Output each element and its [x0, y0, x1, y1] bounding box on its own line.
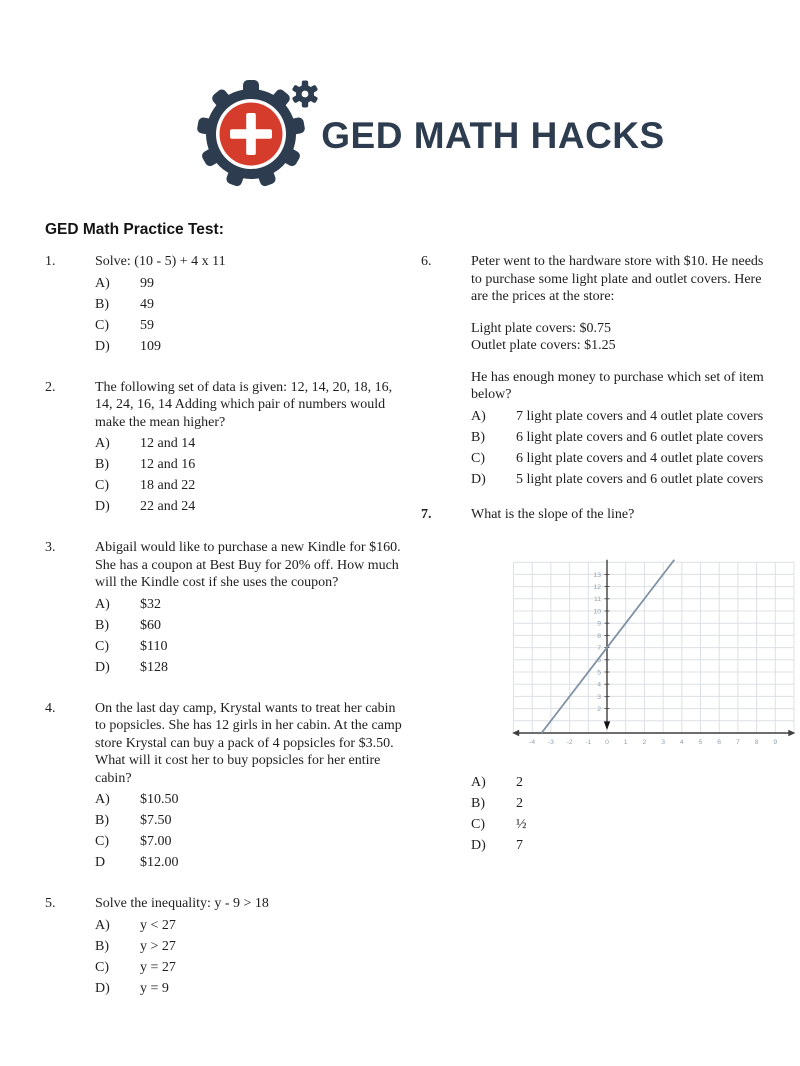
option-text: 59: [140, 317, 154, 333]
graph-container: [499, 551, 800, 756]
option-label: D): [471, 838, 486, 853]
option-text: 12 and 16: [140, 457, 196, 472]
question-text: Solve: (10 - 5) + 4 x 11: [95, 254, 226, 269]
option-row: [95, 454, 403, 475]
svg-text:10: 10: [593, 608, 601, 616]
option-row: [95, 978, 403, 999]
price-line: Outlet plate covers: $1.25: [471, 338, 616, 353]
option-text: 7 light plate covers and 4 outlet plate covers: [516, 408, 764, 424]
svg-text:2: 2: [597, 706, 601, 713]
option-row: [95, 615, 403, 636]
question-text-2: He has enough money to purchase which set of item below?: [471, 369, 764, 402]
option-label: D): [95, 980, 110, 996]
option-row: [95, 957, 403, 978]
option-row: [95, 852, 403, 873]
option-row: [95, 810, 403, 831]
option-label: A): [471, 408, 486, 424]
option-label: C): [471, 817, 485, 832]
slope-line-graph: [499, 551, 800, 751]
option-text: $110: [140, 638, 168, 654]
question-7: [421, 506, 778, 857]
option-label: C): [471, 450, 485, 466]
question-1: [45, 253, 403, 357]
option-label: C): [95, 478, 109, 493]
question-text: Peter went to the hardware store with $10. He needs to purchase some light plate and outlet covers. Here are the prices at the store:: [471, 254, 764, 304]
option-text: $7.00: [140, 834, 172, 849]
logo: [193, 72, 664, 194]
option-text: 18 and 22: [140, 478, 196, 493]
option-label: C): [95, 959, 109, 975]
page-title: GED Math Practice Test:: [45, 221, 224, 238]
option-row: [95, 294, 403, 315]
svg-text:-3: -3: [547, 739, 554, 746]
question-5: [45, 895, 403, 999]
option-row: [95, 273, 403, 294]
options-list: [95, 915, 403, 999]
svg-text:6: 6: [717, 739, 722, 746]
logo-header: [0, 72, 800, 194]
svg-text:6: 6: [597, 657, 601, 665]
test-body: [45, 253, 778, 1021]
option-label: C): [95, 834, 109, 849]
question-number: 4.: [45, 700, 56, 716]
option-text: $12.00: [140, 855, 179, 870]
option-row: [95, 336, 403, 357]
option-label: A): [95, 792, 110, 807]
question-number: 5.: [45, 896, 56, 911]
options-list: [95, 789, 403, 873]
option-label: A): [471, 775, 486, 790]
option-text: $128: [140, 659, 168, 675]
option-label: D): [95, 338, 110, 354]
question-number: 2.: [45, 379, 56, 395]
options-list: [95, 433, 403, 517]
option-label: B): [95, 938, 109, 954]
svg-text:-2: -2: [566, 739, 573, 746]
options-list: [471, 772, 800, 856]
option-text: 49: [140, 296, 154, 312]
option-text: 12 and 14: [140, 436, 196, 451]
svg-text:7: 7: [597, 645, 601, 652]
option-row: [95, 789, 403, 810]
option-text: y = 27: [140, 959, 176, 975]
svg-text:7: 7: [736, 739, 740, 746]
option-text: 99: [140, 275, 154, 291]
question-text: What is the slope of the line?: [471, 506, 635, 522]
option-text: ½: [516, 817, 527, 832]
option-label: C): [95, 317, 109, 333]
option-text: y > 27: [140, 938, 176, 954]
option-label: A): [95, 917, 110, 933]
option-label: D): [95, 659, 110, 675]
option-text: $32: [140, 596, 161, 612]
option-text: 6 light plate covers and 4 outlet plate covers: [516, 450, 764, 466]
question-number: 7.: [421, 506, 432, 522]
option-row: [95, 433, 403, 454]
option-text: y = 9: [140, 980, 169, 996]
svg-text:13: 13: [593, 571, 601, 579]
option-row: [95, 636, 403, 657]
svg-text:9: 9: [773, 739, 778, 746]
question-2: [45, 379, 403, 518]
svg-text:5: 5: [597, 669, 601, 677]
question-text: Abigail would like to purchase a new Kindle for $160. She has a coupon at Best Buy for 20% off. How much will the Kindle cost if she uses the coupon?: [95, 540, 401, 590]
question-3: [45, 539, 403, 678]
option-label: C): [95, 638, 109, 654]
svg-text:12: 12: [593, 584, 601, 591]
svg-text:-4: -4: [529, 739, 536, 746]
option-row: [95, 915, 403, 936]
option-row: [471, 772, 800, 793]
brand-name: GED MATH HACKS: [321, 115, 665, 156]
svg-text:4: 4: [679, 739, 684, 746]
option-row: [471, 793, 800, 814]
option-row: [471, 427, 773, 448]
option-text: $10.50: [140, 792, 179, 807]
option-label: B): [471, 429, 485, 445]
option-label: B): [95, 457, 109, 472]
option-label: B): [95, 813, 109, 828]
option-text: $60: [140, 617, 161, 633]
option-label: B): [471, 796, 485, 811]
options-list: [471, 406, 773, 490]
option-text: 6 light plate covers and 6 outlet plate covers: [516, 429, 764, 445]
svg-text:4: 4: [597, 681, 601, 689]
question-number: 6.: [421, 254, 432, 269]
svg-text:-1: -1: [585, 739, 592, 746]
question-text: The following set of data is given: 12, 14, 20, 18, 16, 14, 24, 16, 14 Adding which pair of numbers would make the mean higher?: [95, 379, 393, 430]
svg-text:3: 3: [661, 739, 665, 746]
option-label: D): [95, 499, 110, 514]
svg-text:2: 2: [642, 739, 647, 746]
option-row: [95, 315, 403, 336]
option-text: 109: [140, 338, 161, 354]
option-row: [95, 496, 403, 517]
question-text: On the last day camp, Krystal wants to treat her cabin to popsicles. She has 12 girls in her cabin. At the camp store Krystal can buy a pack of 4 popsicles for $3.50. What will it cost her to buy popsicles for her entire cabin?: [95, 700, 402, 786]
option-label: B): [95, 617, 109, 633]
option-row: [95, 475, 403, 496]
option-text: 22 and 24: [140, 499, 196, 514]
right-column: [421, 253, 778, 1021]
option-row: [95, 657, 403, 678]
option-label: D: [95, 855, 106, 870]
left-column: [45, 253, 403, 1021]
option-row: [471, 835, 800, 856]
svg-text:11: 11: [593, 596, 601, 604]
option-row: [95, 936, 403, 957]
option-row: [471, 469, 773, 490]
svg-text:3: 3: [597, 693, 601, 701]
option-row: [95, 831, 403, 852]
option-row: [95, 594, 403, 615]
option-label: A): [95, 596, 110, 612]
option-row: [471, 814, 800, 835]
option-row: [471, 406, 773, 427]
question-4: [45, 700, 403, 874]
option-text: 7: [516, 838, 523, 853]
svg-text:0: 0: [605, 739, 609, 746]
option-label: D): [471, 471, 486, 487]
svg-text:9: 9: [597, 620, 601, 628]
small-gear-icon: [292, 81, 319, 108]
option-text: y < 27: [140, 917, 176, 933]
option-text: $7.50: [140, 813, 172, 828]
option-label: A): [95, 436, 110, 451]
question-6: [421, 253, 773, 490]
option-text: 2: [516, 796, 523, 811]
option-label: A): [95, 275, 110, 291]
svg-text:5: 5: [698, 739, 703, 746]
question-text: Solve the inequality: y - 9 > 18: [95, 896, 269, 911]
option-text: 2: [516, 775, 523, 790]
question-number: 1.: [45, 254, 56, 269]
option-row: [471, 448, 773, 469]
gear-plus-logo-icon: [193, 72, 325, 194]
options-list: [95, 594, 403, 678]
svg-text:8: 8: [754, 739, 759, 746]
option-label: B): [95, 296, 109, 312]
question-number: 3.: [45, 540, 56, 555]
svg-text:1: 1: [623, 739, 628, 746]
price-line: Light plate covers: $0.75: [471, 320, 611, 336]
options-list: [95, 273, 403, 357]
svg-text:8: 8: [597, 632, 601, 640]
option-text: 5 light plate covers and 6 outlet plate covers: [516, 471, 764, 487]
